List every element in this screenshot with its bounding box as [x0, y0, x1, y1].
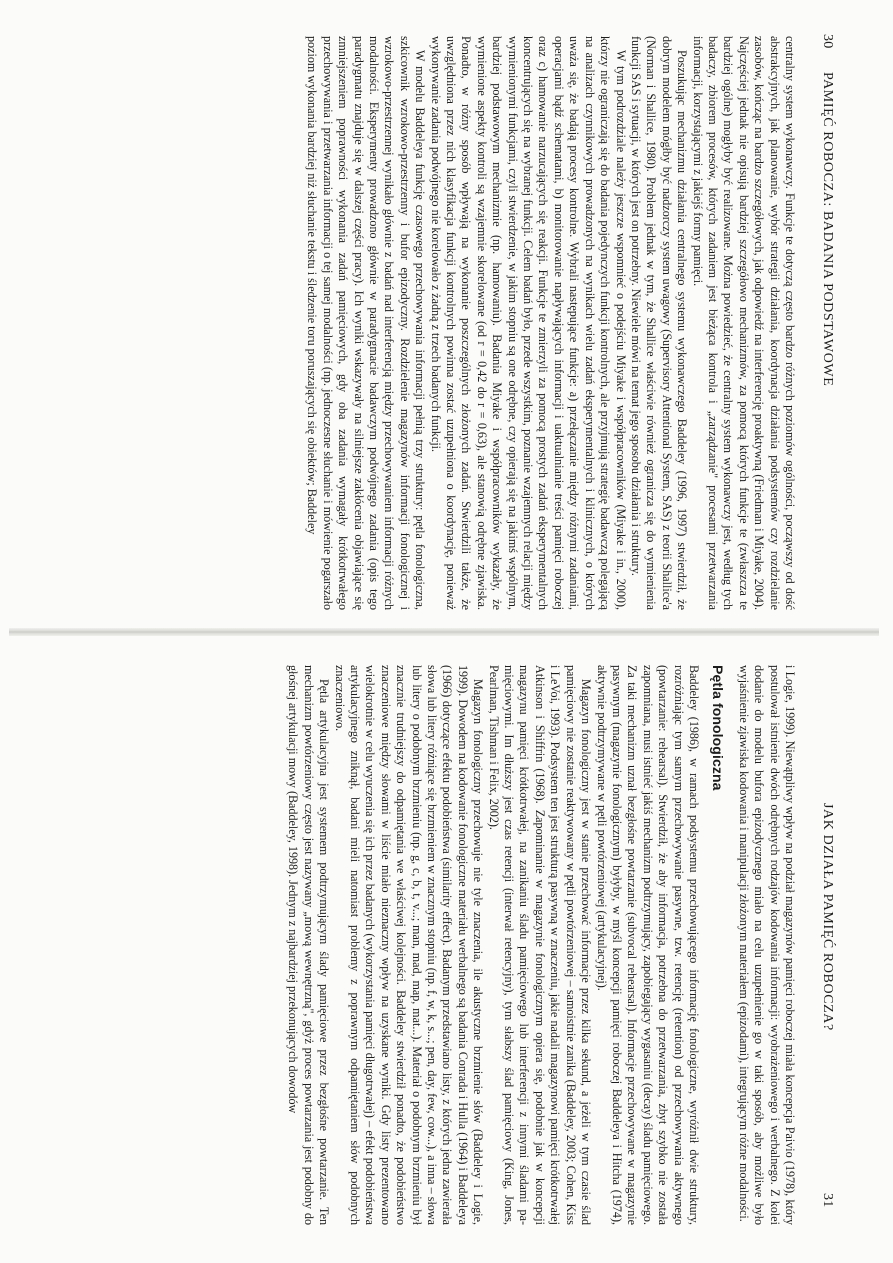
section-heading: Pętla fonologiczna: [710, 665, 727, 791]
right-page-body: [285, 665, 797, 1225]
paragraph: Magazyn fonologiczny jest w stanie przechować informacje przez kilka sekund, a jeżeli w tym czasie ślad pamięciowy nie zostanie reaktywowany w pętli powtórzeniowej – samoistnie zanika (Baddeley, 2003; Cohen, Kiss i LeVoi, 1993). Podsystem ten jest strukturą pasywną w znaczeniu, jakie nadali magazynowi pamięci krótkotrwałej Atkinson i Shiffrin (1968). Zapominanie w magazynie fonologicznym opiera się, podobnie jak w koncepcji magazynu pamięci krótkotrwałej, na zanikaniu śladu pamięciowego lub interferencji z innymi śladami pamięciowymi. Im dłuższy jest czas retencji (interwał retencyjny), tym słabszy ślad pamięciowy (King, Jones, Pearlman, Tishman i Felix, 2002).: [486, 665, 594, 1225]
page-number-left: 30: [820, 34, 835, 49]
paragraph: Poszukując mechanizmu działania centralnego systemu wykonawczego Baddeley (1996, 1997) stwierdził, że dobrym modelem mógłby być nadzorczy system uwagowy (Supervisory Attentional System, SAS) z teorii Shallice'a (Norman i Shallice, 1980). Problem jednak w tym, że Shallice właściwie również ogranicza się do wymienienia funkcji SAS i sytuacji, w których jest on potrzebny. Niewiele mówi na temat jego sposobu działania i struktury.: [628, 36, 690, 610]
paragraph: W tym podrozdziale należy jeszcze wspomnieć o podejściu Miyake i współpracowników (Miyake i in., 2000), którzy nie ograniczają się do badania pojedynczych funkcji kontrolnych, ale przyjmują strategię badawczą polegającą na analizach czynnikowych prowadzonych na wynikach wielu zadań eksperymentalnych i klinicznych, o których uważa się, że badają procesy kontrolne. Wybrali następujące funkcje: a) przełączanie między różnymi zadaniami, operacjami bądź schematami, b) monitorowanie napływających informacji i uaktualnianie treści pamięci roboczej oraz c) hamowanie narzucających się reakcji. Funkcje te zmierzyli za pomocą prostych zadań eksperymentalnych koncentrujących się na wybranej funkcji. Celem badań było, przede wszystkim, poznanie wzajemnych relacji między wymienionymi funkcjami, czyli stwierdzenie, w jakim stopniu są one odrębne, czy opierają się na jakimś wspólnym, bardziej podstawowym mechanizmie (np. hamowaniu). Badania Miyake i współpracowników wykazały, że wymienione aspekty kontroli są wzajemnie skorelowane (od r = 0,42 do r = 0,63), ale stanowią odrębne zjawiska. Ponadto, w różny sposób wpływają na wykonanie poszczególnych złożonych zadań. Stwierdzili także, że uwzględniona przez nich klasyfikacja funkcji kontrolnych powinna zostać uzupełniona o koordynację, ponieważ wykonywanie zadania podwójnego nie korelowało z żadną z trzech badanych funkcji.: [428, 36, 628, 610]
paragraph: centralny system wykonawczy. Funkcje te dotyczą często bardzo różnych poziomów ogólności, począwszy od dość abstrakcyjnych, jak planowanie, wybór strategii działania, koordynacja działania podsystemów czy rozdzielanie zasobów, kończąc na bardzo szczegółowych, jak odpowiedź na interferencję proaktywną (Friedman i Miyake, 2004). Najczęściej jednak nie opisują bardziej szczegółowo mechanizmów, za pomocą których funkcje te (zwłaszcza te bardziej ogólne) mogłyby być realizowane. Można powiedzieć, że centralny system wykonawczy jest, według tych badaczy, zbiorem procesów, których zadaniem jest bieżąca kontrola i „zarządzanie" procesami przetwarzania informacji, korzystającymi z jakiejś formy pamięci.: [690, 36, 797, 610]
paragraph: Pętla artykulacyjna jest systemem podtrzymującym ślady pamięciowe przez bezgłośne powtarzanie. Ten mechanizm powtórzeniowy często jest nazywany „mową wewnętrzną", gdyż proces powtarzania jest podobny do głośnej artykulacji mowy (Baddeley, 1998). Jednym z najbardziej przekonujących dowodów: [286, 665, 332, 1225]
right-page: [0, 633, 893, 1263]
left-page: [0, 0, 893, 630]
paragraph: Baddeley (1986), w ramach podsystemu przechowującego informację fonologiczne, wyróżnił dwie struktury, rozróżniając tym samym przechowywanie pasywne, tzw. retencję (retention) od przechowywania aktywnego (powtarzanie: rehearsal). Stwierdził, że aby informacja, potrzebna do przetwarzania, zbyt szybko nie została zapomniana, musi istnieć jakiś mechanizm podtrzymujący, zapobiegający wygasaniu (decay) śladu pamięciowego. Za taki mechanizm uznał bezgłośne powtarzanie (subvocal rehearsal). Informacje przechowywane w magazynie pasywnym (magazynie fonologicznym) byłyby, w myśl koncepcji pamięci roboczej Baddeleya i Hitcha (1974), aktywnie podtrzymywane w pętli powtórzeniowej (artykulacyjnej).: [594, 665, 701, 1225]
running-head-right: JAK DZIAŁA PAMIĘĆ ROBOCZA?: [820, 803, 835, 1031]
paragraph: Magazyn fonologiczny przechowuje nie tyle znaczenia, ile akustyczne brzmienie słów (Baddeley i Logie, 1999). Dowodem na kodowanie fonologiczne materiału werbalnego są badania Conrada i Hulla (1964) i Baddeleya (1966) dotyczące efektu podobieństwa (similarity effect). Badanym przedstawiano listy, z których jedna zawierała słowa lub litery różniące się brzmieniem w znacznym stopniu (np. f, w, k, s...; pen, day, few, cow...), a inna – słowa lub litery o podobnym brzmieniu (np. g, c, b, t, v...; man, mad, map, mat...). Materiał o podobnym brzmieniu był znacznie trudniejszy do odpamiętania we właściwej kolejności. Baddeley stwierdził ponadto, że podobieństwo znaczeniowe między słowami w liście miało nieznaczny wpływ na uzyskane wyniki. Gdy listy prezentowano wielokrotnie w celu wyuczenia się ich przez badanych (wykorzystania pamięci długotrwałej) – efekt podobieństwa artykulacyjnego zniknął, badani mieli natomiast problemy z poprawnym odpamiętaniem słów podobnych znaczeniowo.: [332, 665, 486, 1225]
running-head-left: PAMIĘĆ ROBOCZA: BADANIA PODSTAWOWE: [820, 72, 835, 387]
page-number-right: 31: [820, 1193, 835, 1208]
paragraph: W modelu Baddeleya funkcję czasowego przechowywania informacji pełnią trzy struktury: pętla fonologiczna, szkicownik wzrokowo-przestrzenny i bufor epizodyczny. Rozdzielenie magazynów informacji fonologicznej i wzrokowo-przestrzennej wynikało głównie z badań nad interferencją między przechowywaniem informacji różnych modalności. Eksperymenty prowadzono głównie w paradygmacie badawczym podwójnego zadania (opis tego paradygmatu znajduje się w dalszej części pracy). Ich wyniki wskazywały na silniejsze zakłócenia objawiające się zmniejszeniem poprawności wykonania zadań pamięciowych, gdy oba zadania wymagały krótkotrwałego przechowywania i przetwarzania informacji o tej samej modalności (np. jednoczesne słuchanie i mówienie pogarszało poziom wykonania bardziej niż słuchanie tekstu i śledzenie toru poruszających się obiektów; Baddeley: [305, 36, 428, 610]
paragraph: i Logie, 1999). Niewątpliwy wpływ na podział magazynów pamięci roboczej miała koncepcja Paivio (1978), który postulował istnienie dwóch odrębnych rodzajów kodowania informacji: wyobrażeniowego i werbalnego. Z kolei dodanie do modelu bufora epizodycznego miało na celu uzupełnienie go w taki sposób, aby możliwe było wyjaśnienie zjawiska kodowania i manipulacji złożonym materiałem (epizodami), integrującym różne modalności.: [736, 665, 797, 1225]
left-page-body: [304, 36, 797, 610]
